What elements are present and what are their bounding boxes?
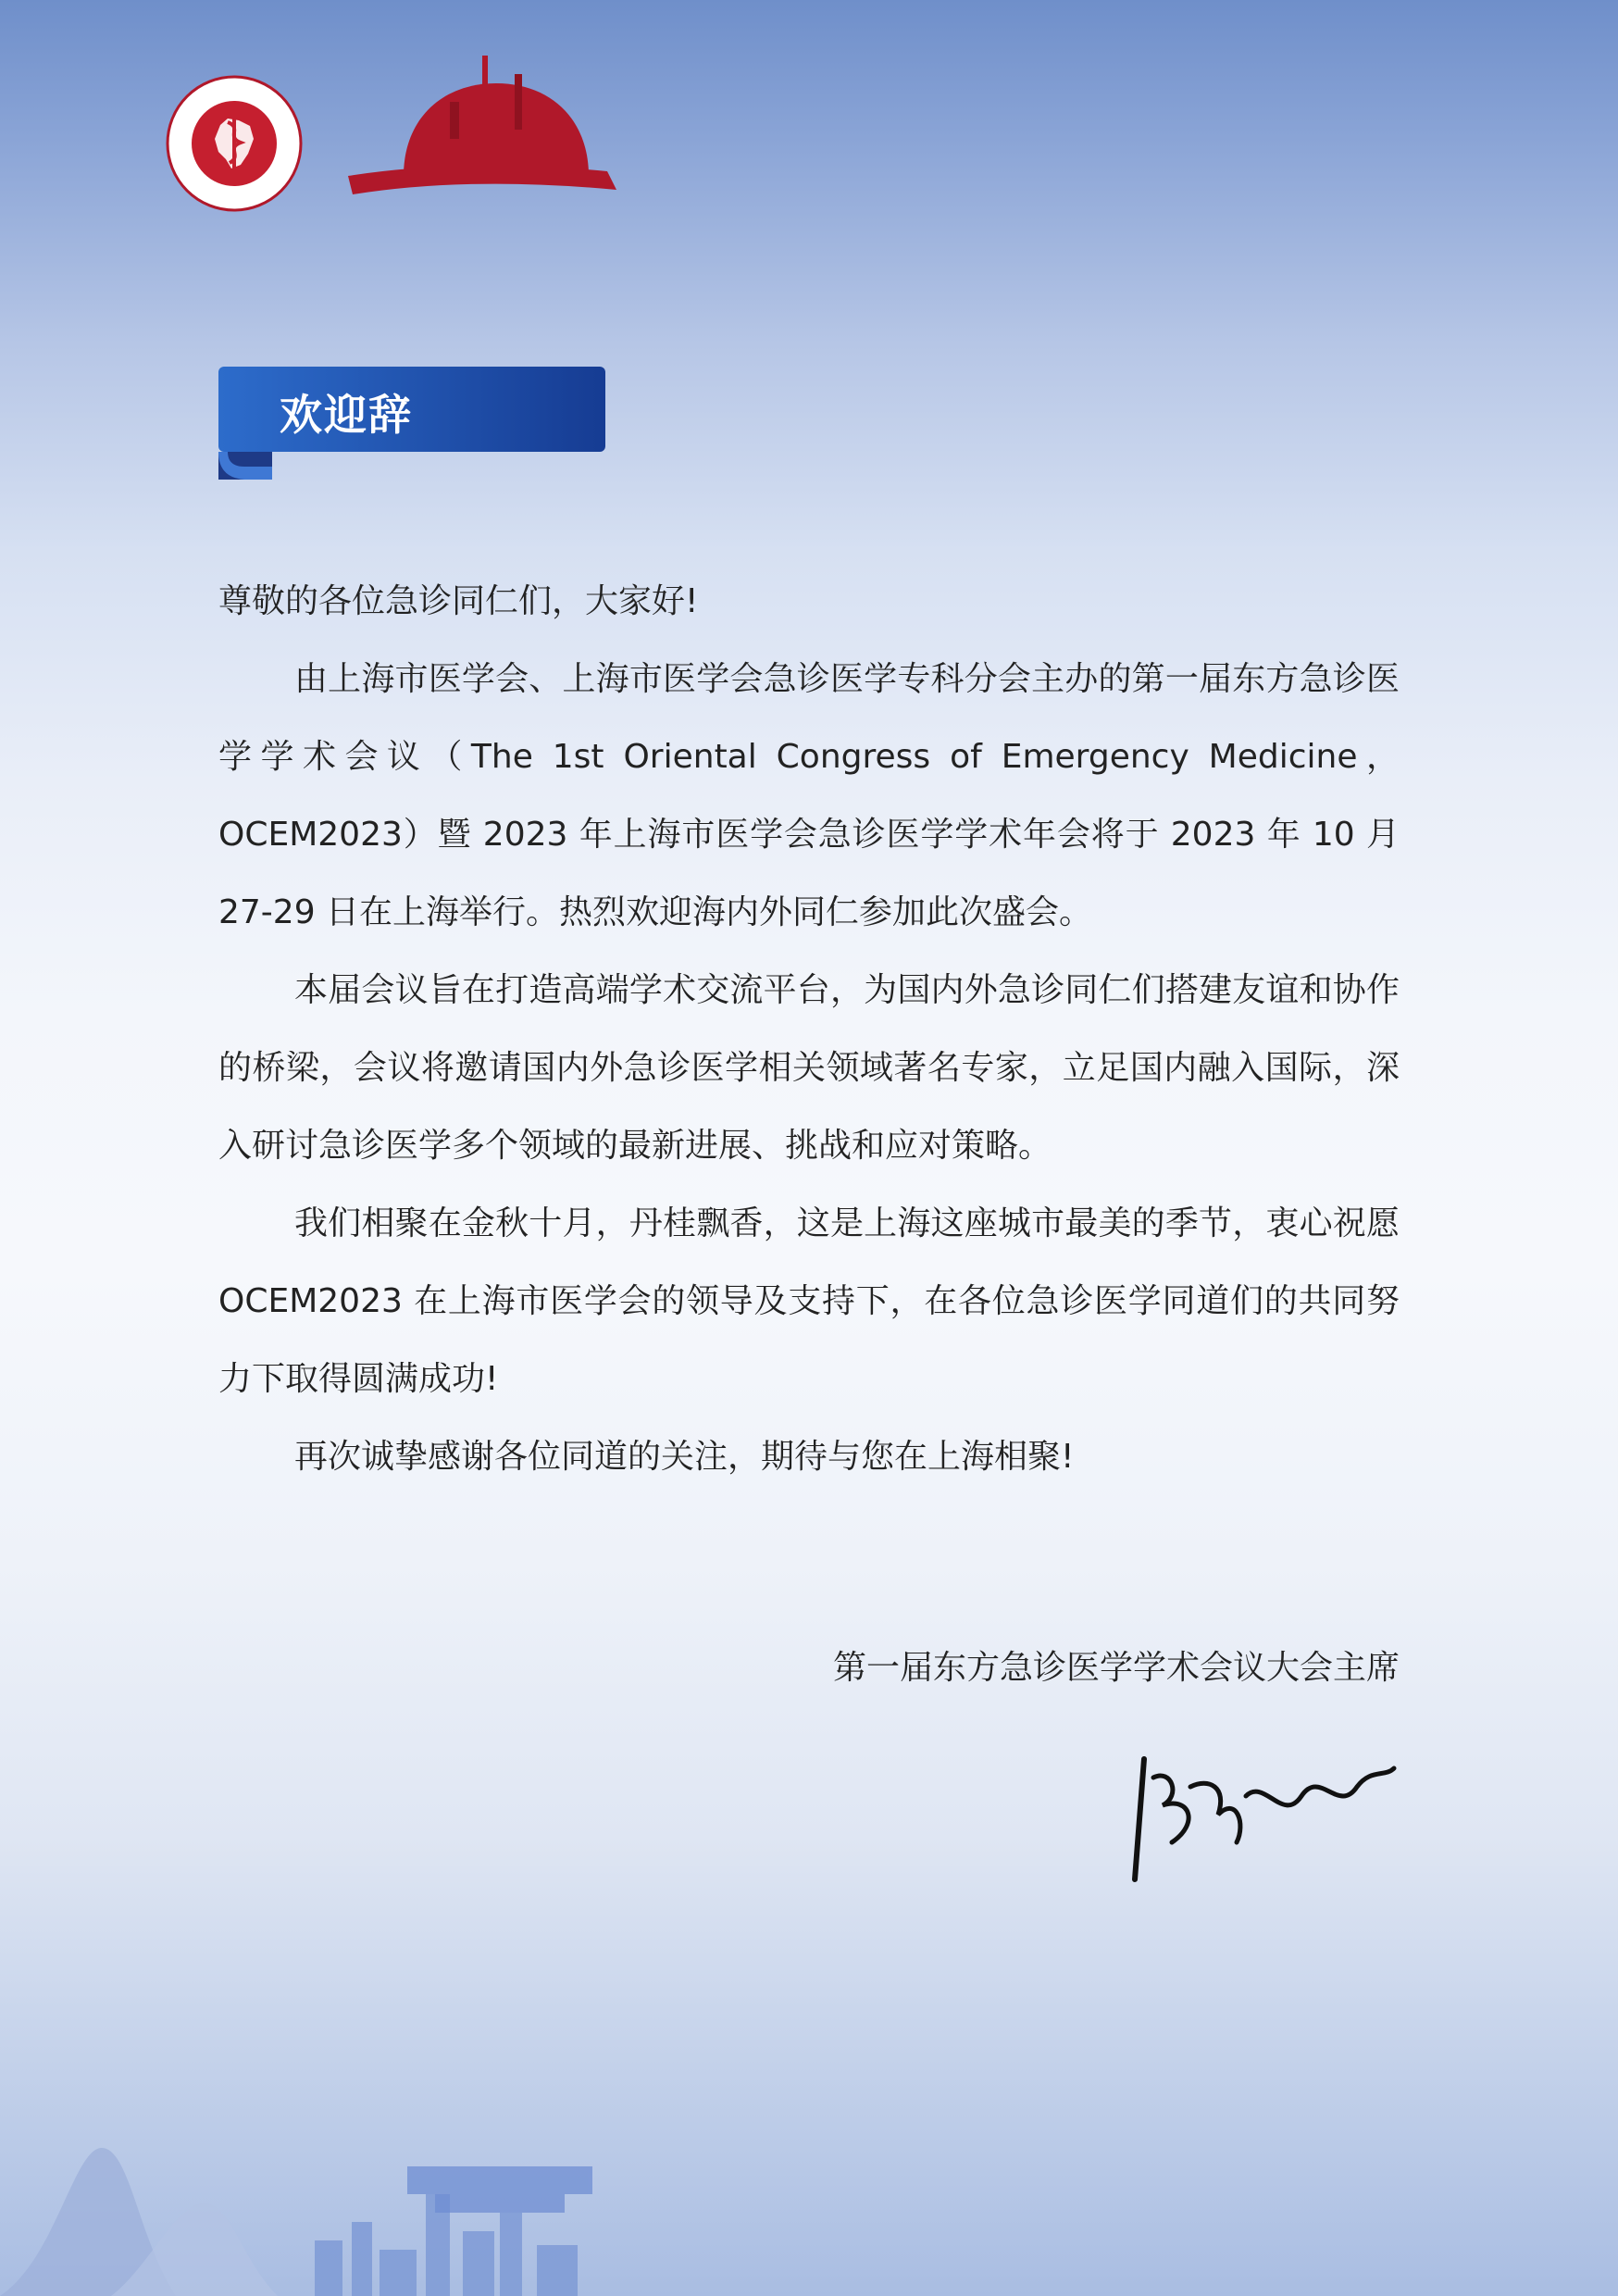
paragraph-3: 我们相聚在金秋十月，丹桂飘香，这是上海这座城市最美的季节，衷心祝愿 OCEM2023 在上海市医学会的领导及支持下，在各位急诊医学同道们的共同努力下取得圆满成功! — [218, 1204, 1400, 1398]
paragraph-1: 由上海市医学会、上海市医学会急诊医学专科分会主办的第一届东方急诊医学学术会议（The 1st Oriental Congress of Emergency Medicine，OCEM2023）暨 2023 年上海市医学会急诊医学学术年会将于 2023 年 10 月 27-29 日在上海举行。热烈欢迎海内外同仁参加此次盛会。 — [218, 660, 1400, 931]
paragraph-2: 本届会议旨在打造高端学术交流平台，为国内外急诊同仁们搭建友谊和协作的桥梁，会议将邀请国内外急诊医学相关领域著名专家，立足国内融入国际，深入研讨急诊医学多个领域的最新进展、挑战和应对策略。 — [218, 971, 1400, 1165]
oriental-congress-logo — [330, 56, 700, 204]
paragraph-4: 再次诚挚感谢各位同道的关注，期待与您在上海相聚! — [294, 1438, 1075, 1476]
greeting: 尊敬的各位急诊同仁们，大家好! — [218, 582, 699, 620]
handwritten-signature — [1126, 1741, 1403, 1889]
header-logos — [165, 56, 554, 204]
shanghai-medical-association-logo — [165, 74, 304, 213]
signature-title: 第一届东方急诊医学学术会议大会主席 — [832, 1649, 1400, 1687]
section-title: 欢迎辞 — [280, 390, 413, 440]
city-skyline-decoration — [0, 2129, 1618, 2296]
letter-body — [218, 563, 1400, 1496]
